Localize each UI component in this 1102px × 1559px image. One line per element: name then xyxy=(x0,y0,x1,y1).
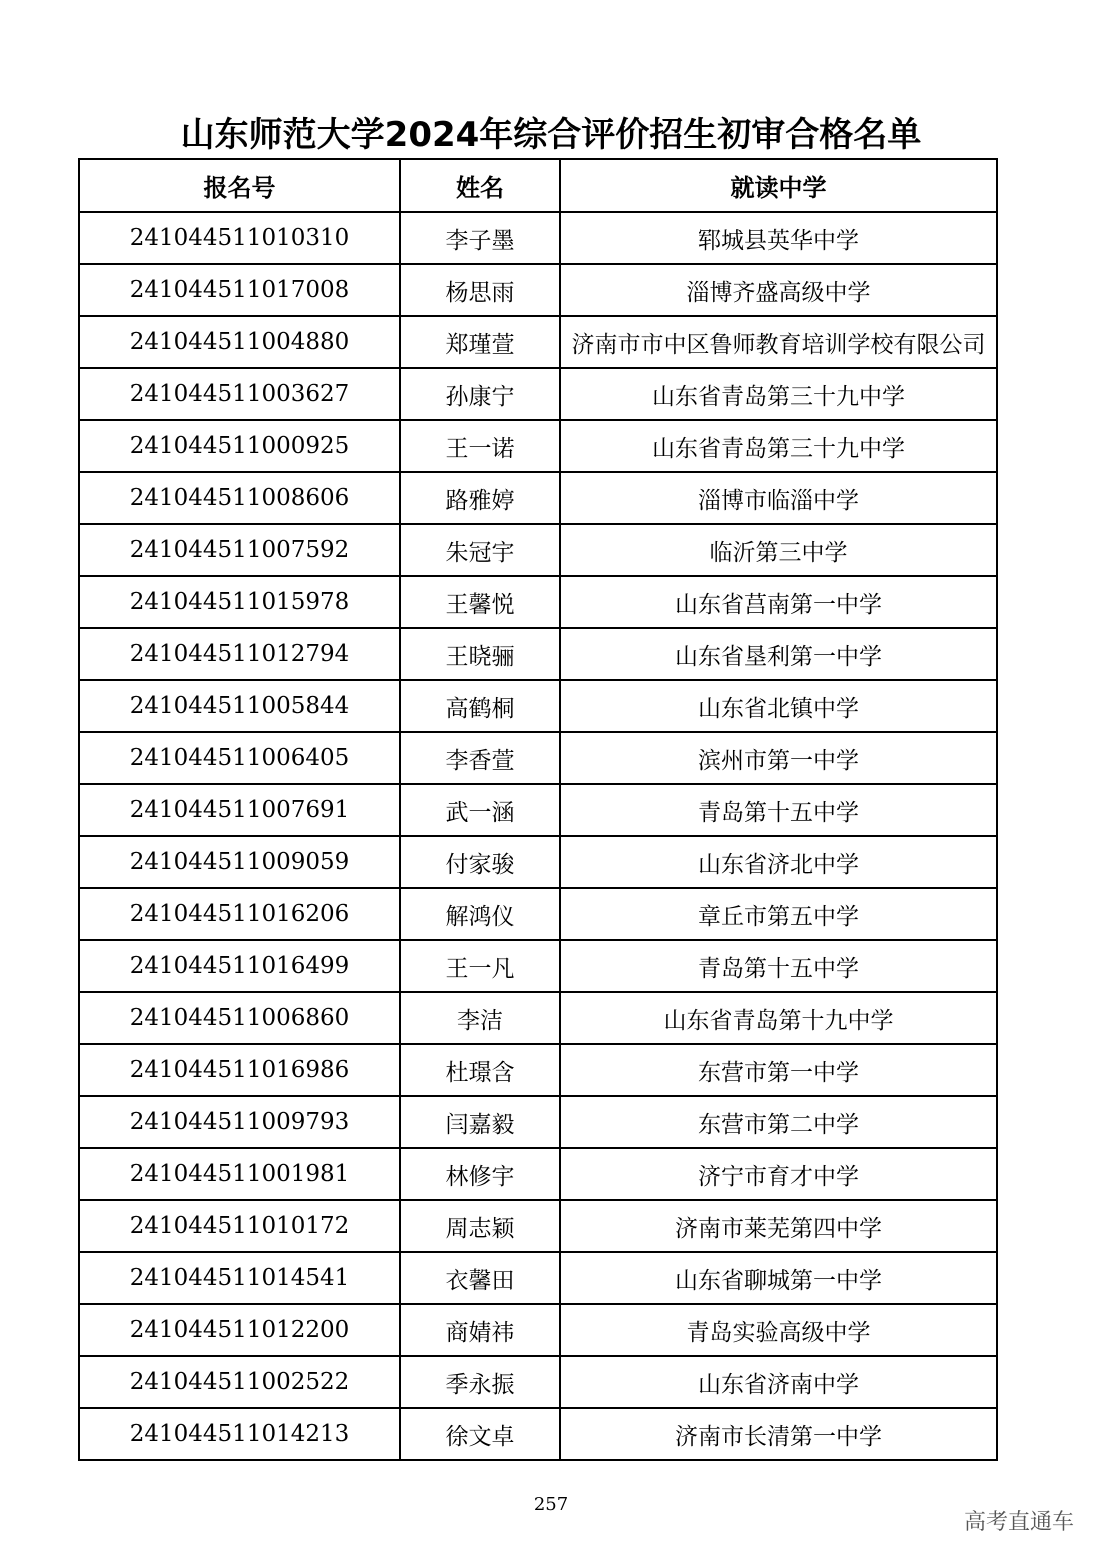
cell-high-school: 山东省聊城第一中学 xyxy=(560,1252,997,1304)
cell-name: 王一凡 xyxy=(400,940,560,992)
cell-high-school: 淄博齐盛高级中学 xyxy=(560,264,997,316)
cell-name: 李洁 xyxy=(400,992,560,1044)
table-row xyxy=(79,1408,997,1460)
cell-high-school: 滨州市第一中学 xyxy=(560,732,997,784)
watermark-text: 高考直通车 xyxy=(963,1510,1074,1535)
cell-high-school: 济宁市育才中学 xyxy=(560,1148,997,1200)
cell-high-school: 山东省北镇中学 xyxy=(560,680,997,732)
admission-list-table xyxy=(78,158,998,1461)
cell-registration-number: 241044511016206 xyxy=(79,888,400,940)
cell-name: 李子墨 xyxy=(400,212,560,264)
table-row xyxy=(79,836,997,888)
cell-registration-number: 241044511007691 xyxy=(79,784,400,836)
cell-registration-number: 241044511003627 xyxy=(79,368,400,420)
cell-registration-number: 241044511001981 xyxy=(79,1148,400,1200)
cell-name: 王馨悦 xyxy=(400,576,560,628)
cell-name: 孙康宁 xyxy=(400,368,560,420)
cell-name: 林修宇 xyxy=(400,1148,560,1200)
cell-high-school: 山东省济南中学 xyxy=(560,1356,997,1408)
cell-name: 杜璟含 xyxy=(400,1044,560,1096)
cell-registration-number: 241044511009059 xyxy=(79,836,400,888)
cell-high-school: 章丘市第五中学 xyxy=(560,888,997,940)
table-row xyxy=(79,732,997,784)
cell-high-school: 东营市第二中学 xyxy=(560,1096,997,1148)
table-row xyxy=(79,784,997,836)
table-row xyxy=(79,212,997,264)
cell-name: 衣馨田 xyxy=(400,1252,560,1304)
cell-name: 杨思雨 xyxy=(400,264,560,316)
table-row xyxy=(79,1304,997,1356)
cell-high-school: 山东省青岛第十九中学 xyxy=(560,992,997,1044)
cell-registration-number: 241044511004880 xyxy=(79,316,400,368)
cell-high-school: 淄博市临淄中学 xyxy=(560,472,997,524)
cell-registration-number: 241044511006405 xyxy=(79,732,400,784)
table-row xyxy=(79,1200,997,1252)
table-row xyxy=(79,420,997,472)
cell-high-school: 山东省垦利第一中学 xyxy=(560,628,997,680)
cell-high-school: 山东省莒南第一中学 xyxy=(560,576,997,628)
cell-high-school: 临沂第三中学 xyxy=(560,524,997,576)
cell-high-school: 山东省济北中学 xyxy=(560,836,997,888)
cell-registration-number: 241044511017008 xyxy=(79,264,400,316)
cell-high-school: 济南市莱芜第四中学 xyxy=(560,1200,997,1252)
cell-registration-number: 241044511016499 xyxy=(79,940,400,992)
cell-registration-number: 241044511012200 xyxy=(79,1304,400,1356)
table-header-row xyxy=(79,159,997,212)
cell-name: 朱冠宇 xyxy=(400,524,560,576)
cell-registration-number: 241044511006860 xyxy=(79,992,400,1044)
cell-registration-number: 241044511014541 xyxy=(79,1252,400,1304)
cell-name: 高鹤桐 xyxy=(400,680,560,732)
cell-high-school: 山东省青岛第三十九中学 xyxy=(560,420,997,472)
cell-name: 闫嘉毅 xyxy=(400,1096,560,1148)
table-row xyxy=(79,1044,997,1096)
cell-name: 路雅婷 xyxy=(400,472,560,524)
table-row xyxy=(79,264,997,316)
cell-high-school: 郓城县英华中学 xyxy=(560,212,997,264)
table-row xyxy=(79,576,997,628)
cell-name: 王晓骊 xyxy=(400,628,560,680)
table-row xyxy=(79,1252,997,1304)
cell-high-school: 济南市长清第一中学 xyxy=(560,1408,997,1460)
cell-registration-number: 241044511014213 xyxy=(79,1408,400,1460)
cell-registration-number: 241044511010310 xyxy=(79,212,400,264)
cell-high-school: 济南市市中区鲁师教育培训学校有限公司 xyxy=(560,316,997,368)
cell-registration-number: 241044511012794 xyxy=(79,628,400,680)
cell-name: 王一诺 xyxy=(400,420,560,472)
cell-name: 李香萱 xyxy=(400,732,560,784)
cell-name: 徐文卓 xyxy=(400,1408,560,1460)
table-row xyxy=(79,472,997,524)
cell-name: 季永振 xyxy=(400,1356,560,1408)
cell-registration-number: 241044511000925 xyxy=(79,420,400,472)
cell-high-school: 青岛第十五中学 xyxy=(560,784,997,836)
header-name: 姓名 xyxy=(400,159,560,212)
cell-name: 郑瑾萱 xyxy=(400,316,560,368)
table-row xyxy=(79,1356,997,1408)
table-row xyxy=(79,316,997,368)
table-row xyxy=(79,888,997,940)
page-number: 257 xyxy=(533,1494,569,1515)
table-row xyxy=(79,1148,997,1200)
cell-high-school: 东营市第一中学 xyxy=(560,1044,997,1096)
table-row xyxy=(79,940,997,992)
table-row xyxy=(79,368,997,420)
document-title: 山东师范大学2024年综合评价招生初审合格名单 xyxy=(180,115,922,155)
table-row xyxy=(79,680,997,732)
cell-name: 周志颖 xyxy=(400,1200,560,1252)
cell-registration-number: 241044511005844 xyxy=(79,680,400,732)
table-row xyxy=(79,628,997,680)
cell-name: 商婧祎 xyxy=(400,1304,560,1356)
cell-name: 解鸿仪 xyxy=(400,888,560,940)
cell-name: 武一涵 xyxy=(400,784,560,836)
cell-registration-number: 241044511010172 xyxy=(79,1200,400,1252)
cell-registration-number: 241044511009793 xyxy=(79,1096,400,1148)
table-row xyxy=(79,1096,997,1148)
cell-registration-number: 241044511016986 xyxy=(79,1044,400,1096)
header-high-school: 就读中学 xyxy=(560,159,997,212)
cell-high-school: 青岛实验高级中学 xyxy=(560,1304,997,1356)
table-row xyxy=(79,524,997,576)
cell-registration-number: 241044511007592 xyxy=(79,524,400,576)
cell-registration-number: 241044511002522 xyxy=(79,1356,400,1408)
table-row xyxy=(79,992,997,1044)
header-registration-number: 报名号 xyxy=(79,159,400,212)
cell-registration-number: 241044511008606 xyxy=(79,472,400,524)
cell-high-school: 山东省青岛第三十九中学 xyxy=(560,368,997,420)
cell-high-school: 青岛第十五中学 xyxy=(560,940,997,992)
cell-name: 付家骏 xyxy=(400,836,560,888)
cell-registration-number: 241044511015978 xyxy=(79,576,400,628)
